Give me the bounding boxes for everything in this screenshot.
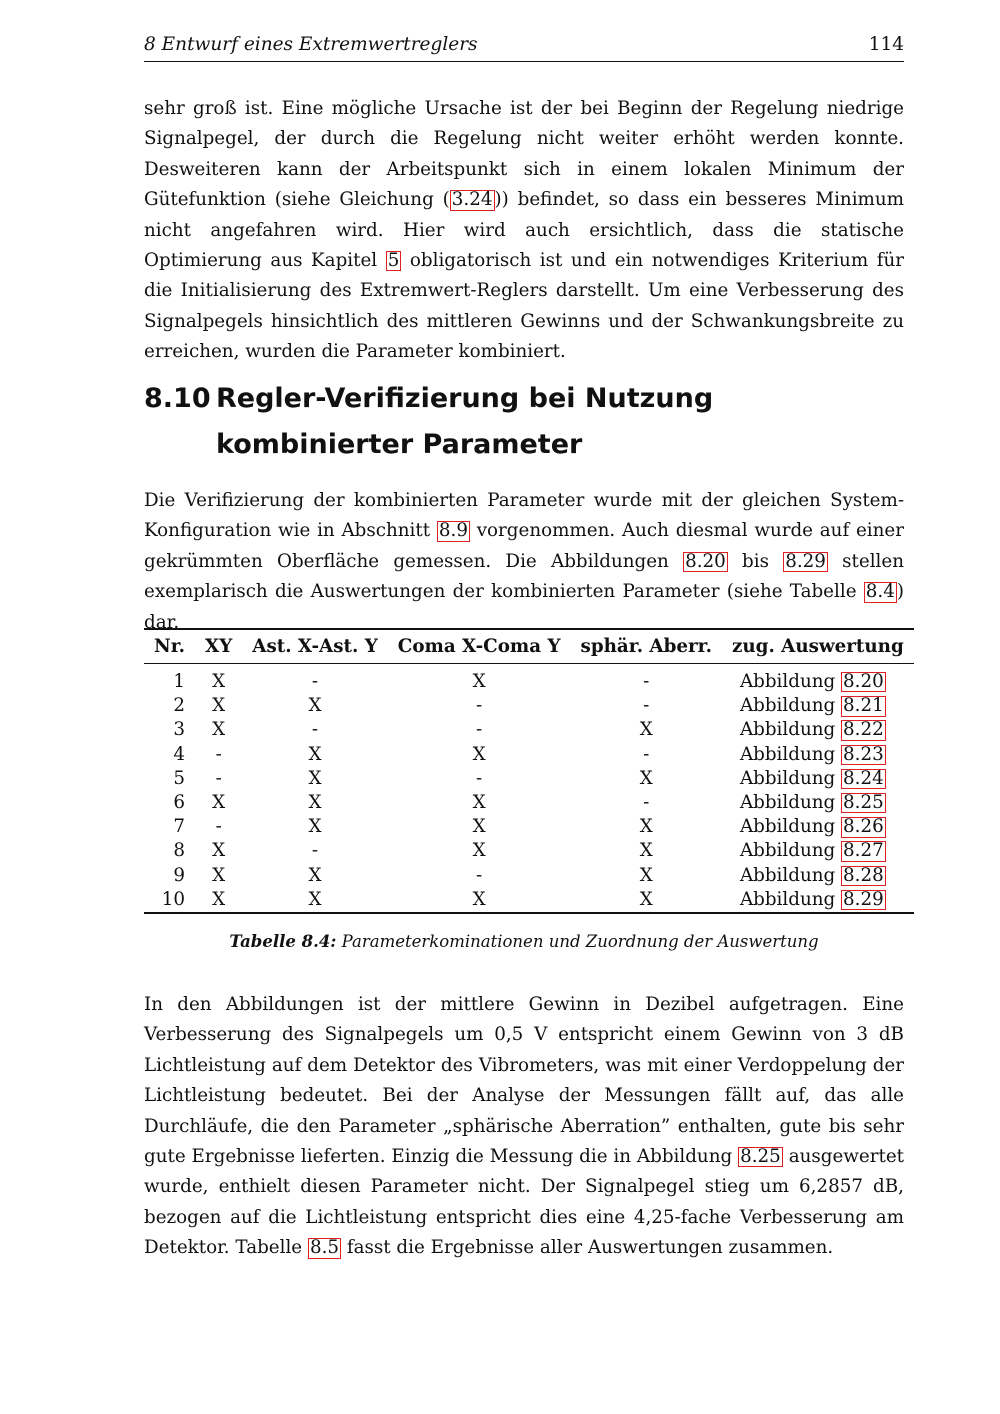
figure-link[interactable]: 8.25 xyxy=(843,792,884,814)
column-header: sphär. Aberr. xyxy=(580,636,712,657)
cell-evaluation xyxy=(722,791,914,815)
cell-xy: X xyxy=(212,864,226,886)
equation-link[interactable]: 3.24 xyxy=(451,189,493,211)
cell-astigmatism: X xyxy=(308,767,322,789)
table-caption xyxy=(144,932,904,951)
column-header: zug. Auswertung xyxy=(731,636,904,657)
caption-text: Parameterkominationen und Zuordnung der Auswertung xyxy=(341,932,819,951)
cell-xy: X xyxy=(212,792,226,814)
cell-xy: - xyxy=(215,767,222,789)
text-run: ) dar. xyxy=(144,581,904,633)
evaluation-prefix: Abbildung xyxy=(739,767,836,789)
chapter-title: 8 Entwurf eines Extremwertreglers xyxy=(144,34,478,55)
cell-astigmatism: X xyxy=(308,792,322,814)
cell-coma: - xyxy=(476,695,483,717)
evaluation-prefix: Abbildung xyxy=(739,719,836,741)
cell-astigmatism: X xyxy=(308,816,322,838)
cell-spherical-aberration: X xyxy=(639,840,653,862)
figure-link[interactable]: 8.25 xyxy=(740,1146,781,1168)
table-row xyxy=(144,888,914,913)
section-link[interactable]: 8.9 xyxy=(438,520,468,542)
table-body xyxy=(144,664,914,914)
figure-link[interactable]: 8.20 xyxy=(685,550,726,572)
evaluation-prefix: Abbildung xyxy=(739,695,836,717)
cell-xy: X xyxy=(212,695,226,717)
section-number: 8.10 xyxy=(144,383,211,414)
table-row xyxy=(144,664,914,695)
final-paragraph xyxy=(144,990,904,1264)
row-number: 4 xyxy=(173,743,186,765)
cell-xy: X xyxy=(212,888,226,910)
cell-xy: X xyxy=(212,671,226,692)
evaluation-prefix: Abbildung xyxy=(739,888,836,910)
text-run: bis xyxy=(727,550,784,572)
cell-coma: X xyxy=(472,840,486,862)
evaluation-prefix: Abbildung xyxy=(739,792,836,814)
text-run: ausgewertet wurde, enthielt diesen Parameter nicht. Der Signalpegel stieg um 6,2857 dB, bezogen auf die Lichtleistung entspricht dies eine 4,25-fache Verbesserung am Detektor. Tabelle xyxy=(144,1146,904,1259)
row-number: 10 xyxy=(161,888,186,910)
figure-link[interactable]: 8.29 xyxy=(843,888,884,910)
figure-link[interactable]: 8.22 xyxy=(843,719,884,741)
cell-spherical-aberration: - xyxy=(643,792,650,814)
cell-coma: - xyxy=(476,719,483,741)
text-run: vorgenommen. Auch diesmal wurde auf einer gekrümmten Oberfläche gemessen. Die Abbildungen xyxy=(144,520,904,572)
cell-coma: X xyxy=(472,743,486,765)
cell-spherical-aberration: X xyxy=(639,719,653,741)
cell-spherical-aberration: X xyxy=(639,864,653,886)
cell-spherical-aberration: - xyxy=(643,671,650,692)
text-run: obligatorisch ist und ein notwendiges Kriterium für die Initialisierung des Extremwert-Reglers darstellt. Um eine Verbesserung des Signalpegels hinsichtlich des mittleren Gewinns und der Schwankungsbreite zu erreichen, wurden die Parameter kombiniert. xyxy=(144,250,904,363)
cell-coma: X xyxy=(472,792,486,814)
intro-paragraph xyxy=(144,94,904,368)
evaluation-prefix: Abbildung xyxy=(739,864,836,886)
table-link[interactable]: 8.4 xyxy=(865,581,895,603)
page-number: 114 xyxy=(868,34,904,55)
row-number: 6 xyxy=(173,792,186,814)
cell-coma: X xyxy=(472,816,486,838)
text-run: sehr groß ist. Eine mögliche Ursache ist der bei Beginn der Regelung niedrige Signalpegel, der durch die Regelung nicht weiter erhöht werden konnte. Desweiteren kann der Arbeitspunkt sich in einem lokalen Minimum der Gütefunktion (siehe Gleichung ( xyxy=(144,98,904,211)
cell-spherical-aberration: X xyxy=(639,767,653,789)
figure-link[interactable]: 8.29 xyxy=(785,550,826,572)
figure-link[interactable]: 8.28 xyxy=(843,864,884,886)
table-row xyxy=(144,694,914,718)
cell-astigmatism: X xyxy=(308,695,322,717)
section-heading xyxy=(144,376,904,468)
cell-coma: X xyxy=(472,888,486,910)
cell-astigmatism: X xyxy=(308,743,322,765)
cell-spherical-aberration: X xyxy=(639,816,653,838)
running-header xyxy=(144,34,904,62)
row-number: 8 xyxy=(173,840,186,862)
cell-evaluation xyxy=(722,839,914,863)
figure-link[interactable]: 8.26 xyxy=(843,816,884,838)
cell-evaluation xyxy=(722,694,914,718)
row-number: 2 xyxy=(173,695,186,717)
row-number: 1 xyxy=(173,671,186,692)
cell-spherical-aberration: - xyxy=(643,743,650,765)
table-row xyxy=(144,767,914,791)
cell-evaluation xyxy=(722,743,914,767)
cell-astigmatism: - xyxy=(311,719,319,741)
table-row xyxy=(144,718,914,742)
column-header: Nr. xyxy=(154,636,186,657)
cell-coma: - xyxy=(476,767,483,789)
figure-link[interactable]: 8.24 xyxy=(843,767,884,789)
evaluation-prefix: Abbildung xyxy=(739,743,836,765)
cell-coma: - xyxy=(476,864,483,886)
column-header: Coma X-Coma Y xyxy=(397,636,561,657)
table-row xyxy=(144,864,914,888)
parameter-table xyxy=(144,628,914,914)
table-row xyxy=(144,839,914,863)
cell-astigmatism: - xyxy=(311,671,319,692)
figure-link[interactable]: 8.27 xyxy=(843,840,884,862)
row-number: 5 xyxy=(173,767,186,789)
text-run: Die Verifizierung der kombinierten Parameter wurde mit der gleichen System-Konfiguration wie in Abschnitt xyxy=(144,490,904,542)
cell-astigmatism: - xyxy=(311,840,319,862)
chapter-link[interactable]: 5 xyxy=(387,250,400,272)
cell-astigmatism: X xyxy=(308,888,322,910)
evaluation-prefix: Abbildung xyxy=(739,816,836,838)
figure-link[interactable]: 8.21 xyxy=(843,695,884,717)
cell-evaluation xyxy=(722,718,914,742)
text-run: stellen exemplarisch die Auswertungen der kombinierten Parameter (siehe Tabelle xyxy=(144,550,904,603)
cell-spherical-aberration: - xyxy=(643,695,650,717)
cell-coma: X xyxy=(472,671,486,692)
cell-evaluation xyxy=(722,888,914,913)
text-run: fasst die Ergebnisse aller Auswertungen zusammen. xyxy=(341,1237,834,1259)
cell-evaluation xyxy=(722,767,914,791)
cell-xy: - xyxy=(215,816,222,838)
column-header: XY xyxy=(205,636,233,657)
cell-astigmatism: X xyxy=(308,864,322,886)
cell-xy: X xyxy=(212,719,226,741)
row-number: 3 xyxy=(173,719,186,741)
cell-xy: X xyxy=(212,840,226,862)
table-row xyxy=(144,791,914,815)
table-link[interactable]: 8.5 xyxy=(309,1237,340,1259)
table-row xyxy=(144,743,914,767)
figure-link[interactable]: 8.20 xyxy=(843,671,884,692)
figure-link[interactable]: 8.23 xyxy=(843,743,884,765)
caption-label: Tabelle 8.4: xyxy=(229,932,337,951)
cell-evaluation xyxy=(722,864,914,888)
evaluation-prefix: Abbildung xyxy=(739,840,836,862)
section-paragraph xyxy=(144,486,904,638)
section-title: Regler-Verifizierung bei Nutzung kombinierter Parameter xyxy=(216,383,714,460)
row-number: 9 xyxy=(173,864,186,886)
table-row xyxy=(144,815,914,839)
cell-xy: - xyxy=(215,743,222,765)
text-run: In den Abbildungen ist der mittlere Gewinn in Dezibel aufgetragen. Eine Verbesserung des Signalpegels um 0,5 V entspricht einem Gewinn von 3 dB Lichtleistung auf dem Detektor des Vibrometers, was mit einer Verdoppelung der Lichtleistung bedeutet. Bei der Analyse der Messungen fällt auf, das alle Durchläufe, die den Parameter „sphärische Aberration” enthalten, gute bis sehr gute Ergebnisse lieferten. Einzig die Messung die in Abbildung xyxy=(144,994,904,1168)
column-header: Ast. X-Ast. Y xyxy=(252,636,378,657)
table-header-row xyxy=(144,629,914,664)
evaluation-prefix: Abbildung xyxy=(739,671,836,692)
cell-evaluation xyxy=(722,815,914,839)
cell-spherical-aberration: X xyxy=(639,888,653,910)
cell-evaluation xyxy=(722,664,914,695)
row-number: 7 xyxy=(173,816,186,838)
text-run: )) befindet, so dass ein besseres Minimum nicht angefahren wird. Hier wird auch ersichtlich, dass die statische Optimierung aus Kapitel xyxy=(144,189,905,272)
